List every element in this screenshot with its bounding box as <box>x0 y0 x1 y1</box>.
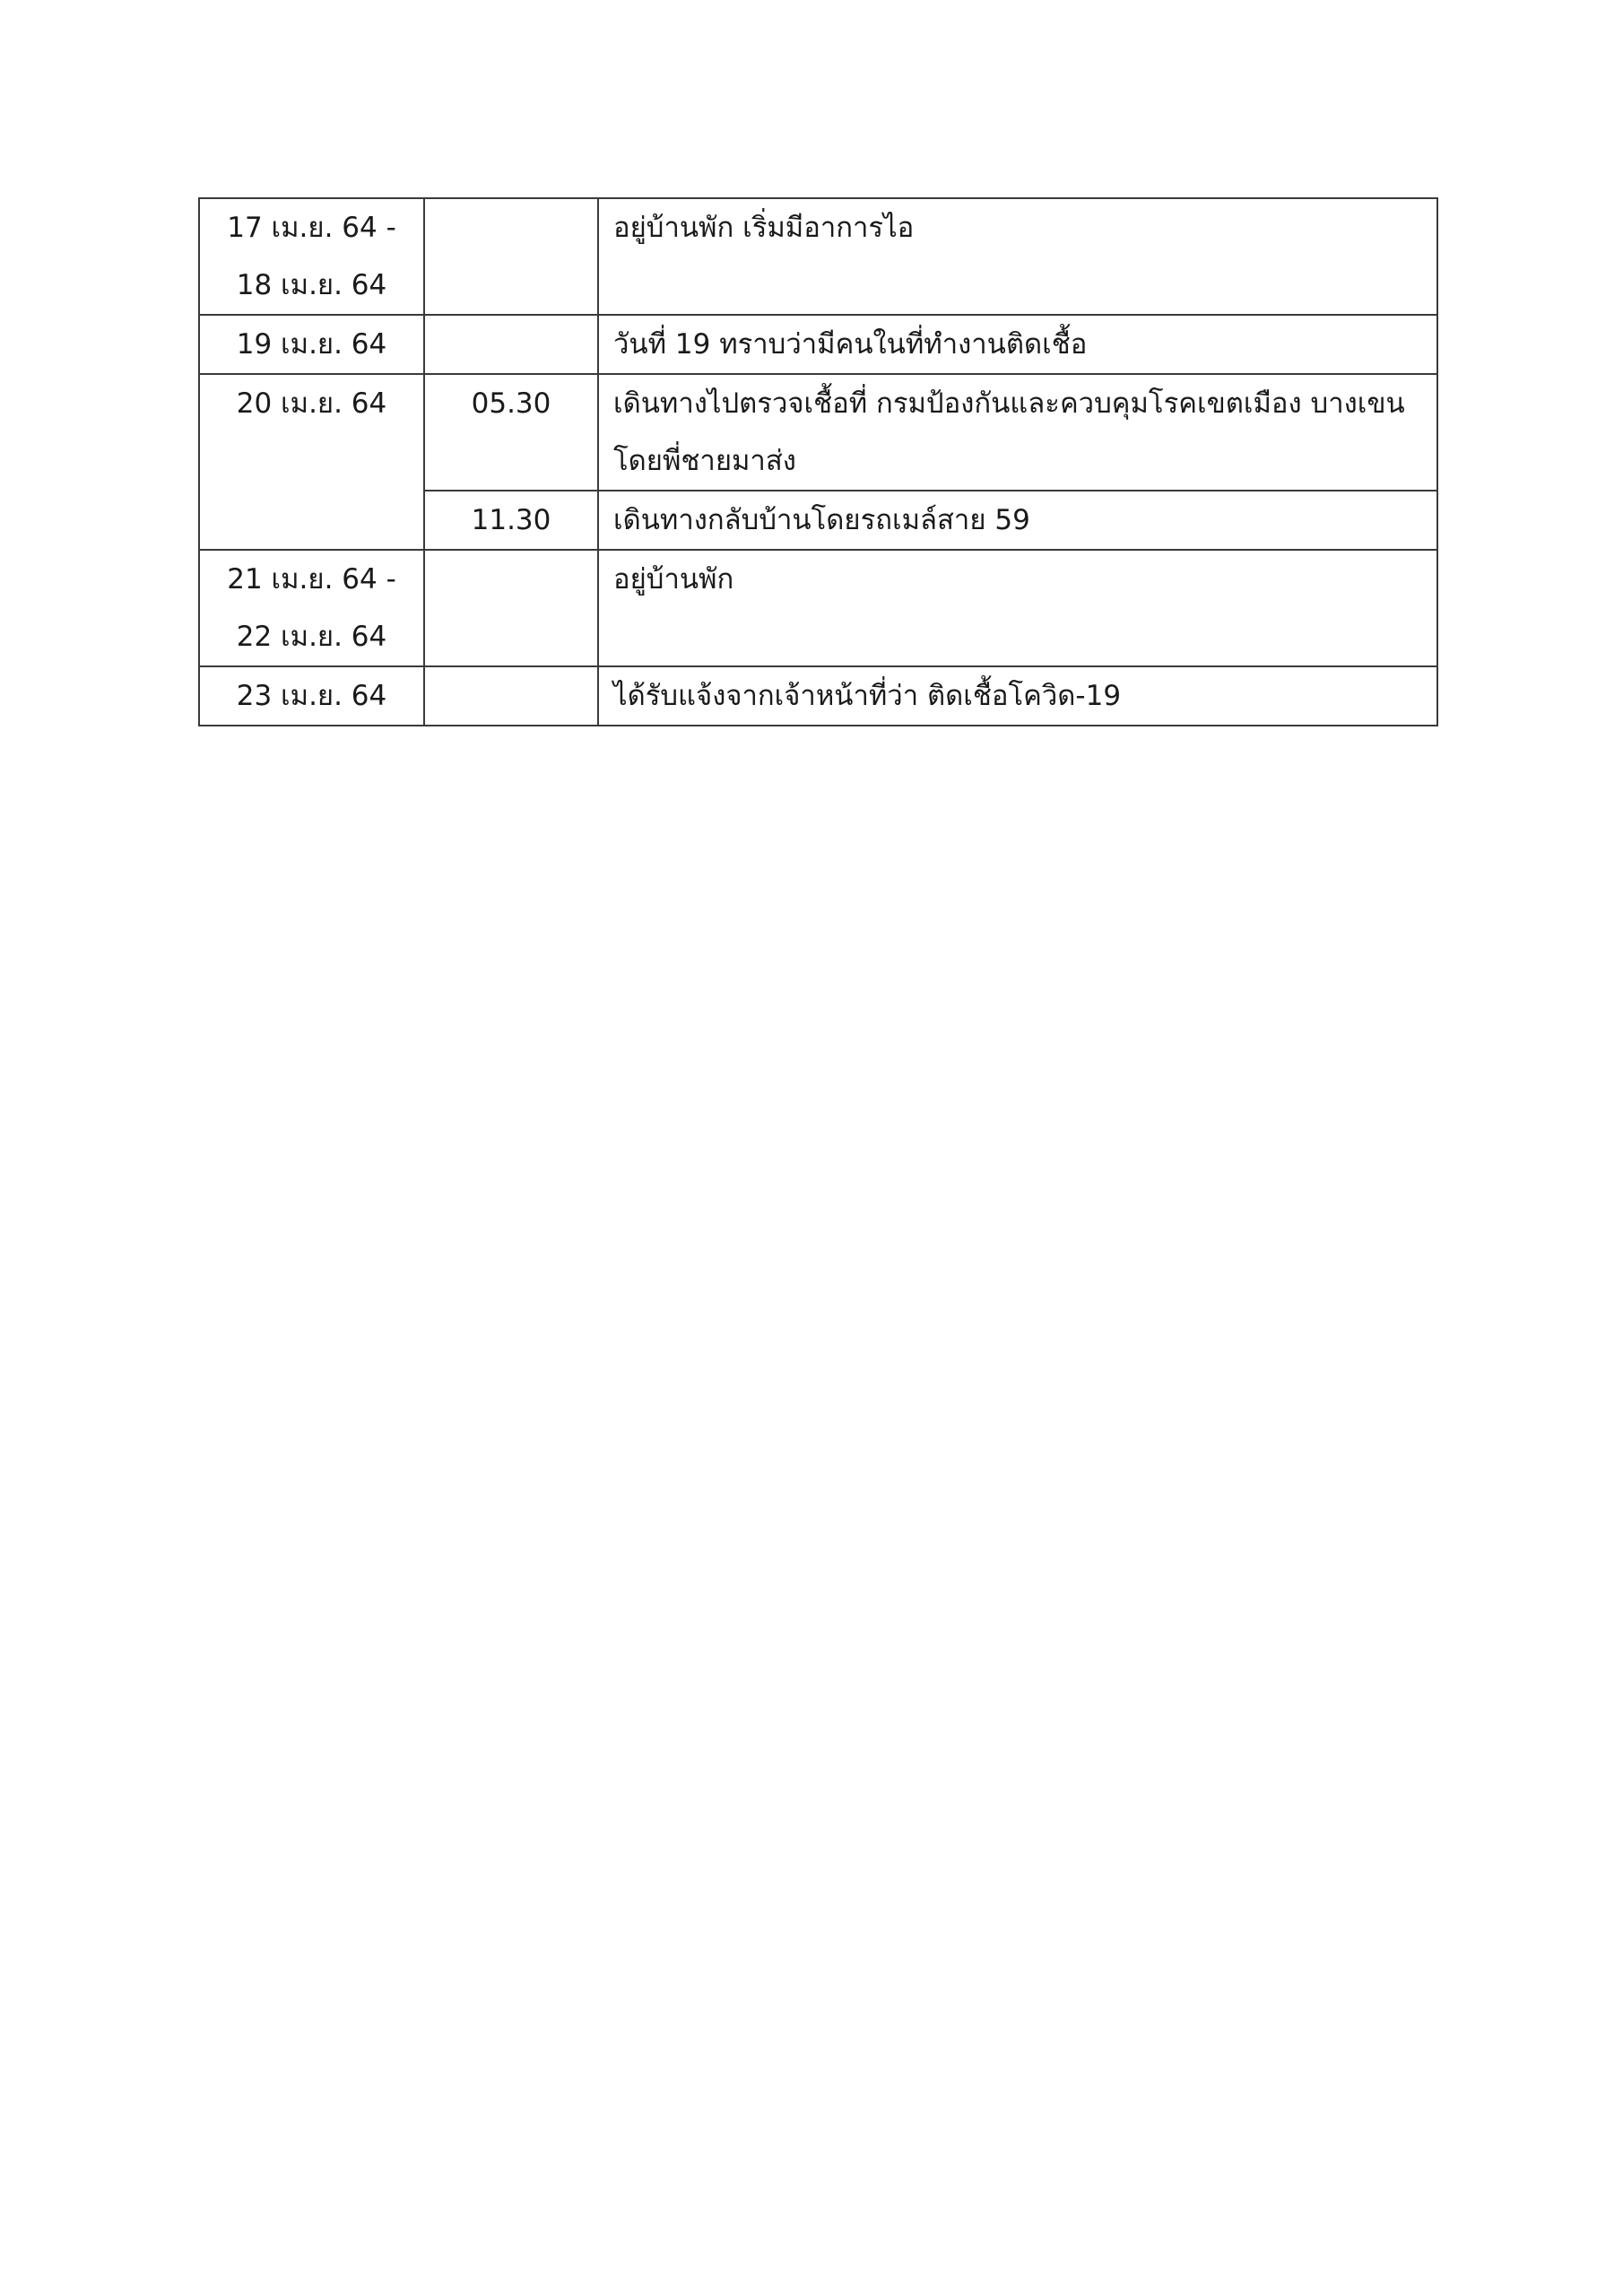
description-text: อยู่บ้านพัก <box>613 563 734 596</box>
time-text: 11.30 <box>471 504 551 536</box>
date-text: 19 เม.ย. 64 <box>236 328 387 361</box>
time-cell <box>424 491 598 550</box>
timeline-table <box>198 197 1438 726</box>
date-cell <box>199 198 424 315</box>
description-text: โดยพี่ชายมาส่ง <box>613 445 796 477</box>
date-text: 18 เม.ย. 64 <box>236 269 387 301</box>
description-text: อยู่บ้านพัก เริ่มมีอาการไอ <box>613 212 915 244</box>
time-text <box>425 667 597 725</box>
description-text: เดินทางไปตรวจเชื้อที่ กรมป้องกันและควบคุมโรคเขตเมือง บางเขน <box>613 387 1405 420</box>
date-cell <box>199 374 424 550</box>
table-row <box>199 315 1437 374</box>
time-text <box>425 551 597 608</box>
table-row <box>199 198 1437 315</box>
table-row <box>199 374 1437 491</box>
time-cell <box>424 666 598 726</box>
description-text: วันที่ 19 ทราบว่ามีคนในที่ทำงานติดเชื้อ <box>613 328 1088 361</box>
date-cell <box>199 550 424 666</box>
description-cell <box>598 666 1437 726</box>
table-row <box>199 666 1437 726</box>
date-text: 20 เม.ย. 64 <box>236 387 387 420</box>
description-cell <box>598 491 1437 550</box>
time-text <box>425 199 597 257</box>
description-text: เดินทางกลับบ้านโดยรถเมล์สาย 59 <box>613 504 1030 536</box>
date-text: 22 เม.ย. 64 <box>236 621 387 653</box>
date-text: 17 เม.ย. 64 - <box>227 212 396 244</box>
description-cell <box>598 550 1437 666</box>
time-cell <box>424 550 598 666</box>
time-cell <box>424 374 598 491</box>
table-row <box>199 550 1437 666</box>
time-text <box>425 316 597 373</box>
description-cell <box>598 198 1437 315</box>
description-text: ได้รับแจ้งจากเจ้าหน้าที่ว่า ติดเชื้อโควิด-19 <box>613 680 1122 712</box>
time-cell <box>424 198 598 315</box>
time-text: 05.30 <box>471 387 551 420</box>
description-cell <box>598 315 1437 374</box>
description-cell <box>598 374 1437 491</box>
date-text: 21 เม.ย. 64 - <box>227 563 396 596</box>
date-cell <box>199 666 424 726</box>
date-text: 23 เม.ย. 64 <box>236 680 387 712</box>
time-cell <box>424 315 598 374</box>
date-cell <box>199 315 424 374</box>
